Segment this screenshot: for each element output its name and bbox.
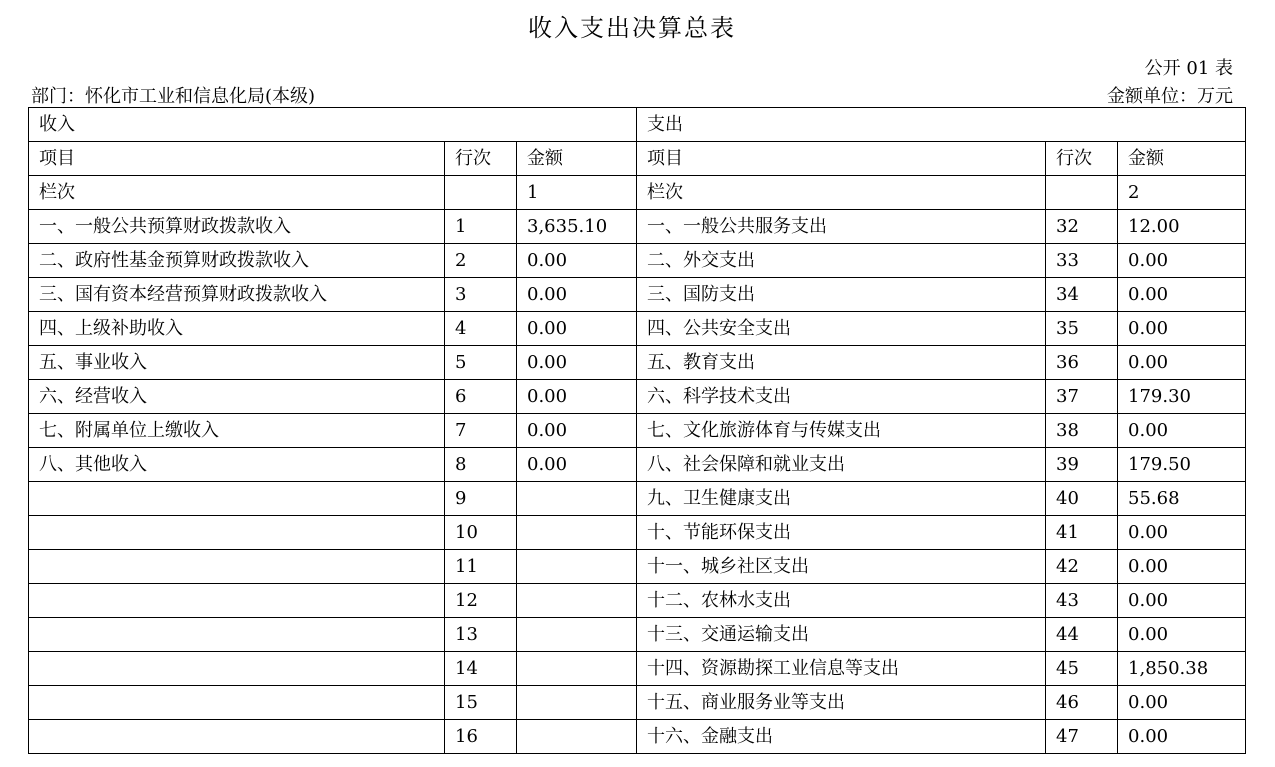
form-number: 公开 01 表: [1144, 58, 1233, 79]
expense-amount-cell: 0.00: [1118, 278, 1246, 312]
income-amount-cell: [517, 618, 637, 652]
expense-item-header: 项目: [637, 142, 1046, 176]
table-row: [29, 584, 1246, 618]
income-line-cell: 14: [445, 652, 517, 686]
income-line-cell: 10: [445, 516, 517, 550]
column-index-row: [29, 176, 1246, 210]
report-title: 收入支出决算总表: [528, 14, 736, 42]
expense-line-cell: 44: [1046, 618, 1118, 652]
income-line-cell: 1: [445, 210, 517, 244]
income-line-cell: 9: [445, 482, 517, 516]
income-amount-cell: [517, 516, 637, 550]
expense-amount-cell: 0.00: [1118, 686, 1246, 720]
expense-line-cell: 42: [1046, 550, 1118, 584]
expense-column-index-value: 2: [1118, 176, 1246, 210]
expense-line-cell: 39: [1046, 448, 1118, 482]
expense-line-cell: 34: [1046, 278, 1118, 312]
expense-amount-cell: 179.30: [1118, 380, 1246, 414]
expense-amount-cell: 0.00: [1118, 720, 1246, 754]
expense-item-cell: 七、文化旅游体育与传媒支出: [637, 414, 1046, 448]
expense-amount-cell: 55.68: [1118, 482, 1246, 516]
department-label: 部门：怀化市工业和信息化局(本级): [31, 86, 316, 107]
expense-amount-cell: 1,850.38: [1118, 652, 1246, 686]
income-amount-cell: 0.00: [517, 278, 637, 312]
income-line-cell: 11: [445, 550, 517, 584]
income-amount-cell: [517, 550, 637, 584]
table-row: [29, 278, 1246, 312]
income-amount-cell: [517, 686, 637, 720]
table-row: [29, 244, 1246, 278]
expense-amount-cell: 0.00: [1118, 414, 1246, 448]
expense-amount-cell: 0.00: [1118, 346, 1246, 380]
income-amount-cell: 3,635.10: [517, 210, 637, 244]
income-line-cell: 5: [445, 346, 517, 380]
income-item-cell: 七、附属单位上缴收入: [29, 414, 445, 448]
table-row: [29, 448, 1246, 482]
income-amount-cell: 0.00: [517, 380, 637, 414]
expense-section-header: 支出: [637, 108, 1246, 142]
income-item-cell: 五、事业收入: [29, 346, 445, 380]
income-amount-cell: 0.00: [517, 448, 637, 482]
income-amount-cell: [517, 584, 637, 618]
table-row: [29, 210, 1246, 244]
expense-item-cell: 十六、金融支出: [637, 720, 1046, 754]
income-item-cell: [29, 550, 445, 584]
expense-item-cell: 二、外交支出: [637, 244, 1046, 278]
expense-amount-cell: 0.00: [1118, 618, 1246, 652]
expense-item-cell: 十三、交通运输支出: [637, 618, 1046, 652]
expense-item-cell: 十一、城乡社区支出: [637, 550, 1046, 584]
income-line-cell: 3: [445, 278, 517, 312]
income-item-cell: 六、经营收入: [29, 380, 445, 414]
table-row: [29, 720, 1246, 754]
income-item-cell: [29, 516, 445, 550]
income-item-cell: 一、一般公共预算财政拨款收入: [29, 210, 445, 244]
income-item-cell: [29, 482, 445, 516]
table-row: [29, 414, 1246, 448]
expense-item-cell: 九、卫生健康支出: [637, 482, 1046, 516]
income-item-cell: 四、上级补助收入: [29, 312, 445, 346]
expense-item-cell: 十四、资源勘探工业信息等支出: [637, 652, 1046, 686]
income-column-index-value: 1: [517, 176, 637, 210]
income-line-cell: 12: [445, 584, 517, 618]
table-row: [29, 516, 1246, 550]
expense-line-cell: 33: [1046, 244, 1118, 278]
expense-amount-cell: 0.00: [1118, 516, 1246, 550]
income-line-cell: 7: [445, 414, 517, 448]
expense-line-cell: 40: [1046, 482, 1118, 516]
amount-unit-label: 金额单位：万元: [1107, 86, 1233, 107]
income-item-cell: [29, 618, 445, 652]
table-row: [29, 312, 1246, 346]
expense-amount-cell: 179.50: [1118, 448, 1246, 482]
table-row: [29, 482, 1246, 516]
income-line-cell: 15: [445, 686, 517, 720]
income-item-cell: 三、国有资本经营预算财政拨款收入: [29, 278, 445, 312]
expense-item-cell: 十、节能环保支出: [637, 516, 1046, 550]
expense-item-cell: 八、社会保障和就业支出: [637, 448, 1046, 482]
expense-item-cell: 一、一般公共服务支出: [637, 210, 1046, 244]
income-item-cell: [29, 686, 445, 720]
income-line-cell: 8: [445, 448, 517, 482]
income-item-cell: 八、其他收入: [29, 448, 445, 482]
expense-line-cell: 45: [1046, 652, 1118, 686]
income-item-cell: 二、政府性基金预算财政拨款收入: [29, 244, 445, 278]
income-column-index-label: 栏次: [29, 176, 445, 210]
expense-item-cell: 五、教育支出: [637, 346, 1046, 380]
income-line-cell: 2: [445, 244, 517, 278]
expense-line-cell: 32: [1046, 210, 1118, 244]
income-amount-cell: [517, 482, 637, 516]
expense-item-cell: 三、国防支出: [637, 278, 1046, 312]
expense-item-cell: 六、科学技术支出: [637, 380, 1046, 414]
expense-amount-cell: 0.00: [1118, 584, 1246, 618]
income-line-cell: 16: [445, 720, 517, 754]
income-line-cell: 6: [445, 380, 517, 414]
expense-item-cell: 四、公共安全支出: [637, 312, 1046, 346]
income-amount-cell: 0.00: [517, 312, 637, 346]
expense-line-cell: 46: [1046, 686, 1118, 720]
income-line-header: 行次: [445, 142, 517, 176]
income-item-header: 项目: [29, 142, 445, 176]
income-item-cell: [29, 720, 445, 754]
income-amount-cell: 0.00: [517, 346, 637, 380]
expense-amount-cell: 0.00: [1118, 244, 1246, 278]
income-amount-cell: [517, 720, 637, 754]
income-section-header: 收入: [29, 108, 637, 142]
column-header-row: [29, 142, 1246, 176]
income-expense-table: [28, 107, 1246, 754]
table-row: [29, 550, 1246, 584]
income-amount-header: 金额: [517, 142, 637, 176]
income-item-cell: [29, 584, 445, 618]
expense-column-index-label: 栏次: [637, 176, 1046, 210]
expense-line-cell: 41: [1046, 516, 1118, 550]
income-amount-cell: 0.00: [517, 414, 637, 448]
expense-amount-header: 金额: [1118, 142, 1246, 176]
income-amount-cell: [517, 652, 637, 686]
expense-amount-cell: 0.00: [1118, 312, 1246, 346]
income-item-cell: [29, 652, 445, 686]
expense-line-cell: 36: [1046, 346, 1118, 380]
table-row: [29, 346, 1246, 380]
expense-item-cell: 十二、农林水支出: [637, 584, 1046, 618]
income-column-index-line: [445, 176, 517, 210]
expense-item-cell: 十五、商业服务业等支出: [637, 686, 1046, 720]
income-line-cell: 13: [445, 618, 517, 652]
table-row: [29, 380, 1246, 414]
income-amount-cell: 0.00: [517, 244, 637, 278]
expense-line-cell: 43: [1046, 584, 1118, 618]
expense-line-cell: 37: [1046, 380, 1118, 414]
expense-column-index-line: [1046, 176, 1118, 210]
expense-amount-cell: 12.00: [1118, 210, 1246, 244]
table-row: [29, 652, 1246, 686]
section-header-row: [29, 108, 1246, 142]
table-row: [29, 686, 1246, 720]
table-row: [29, 618, 1246, 652]
expense-line-header: 行次: [1046, 142, 1118, 176]
expense-line-cell: 38: [1046, 414, 1118, 448]
income-line-cell: 4: [445, 312, 517, 346]
expense-line-cell: 35: [1046, 312, 1118, 346]
expense-amount-cell: 0.00: [1118, 550, 1246, 584]
expense-line-cell: 47: [1046, 720, 1118, 754]
